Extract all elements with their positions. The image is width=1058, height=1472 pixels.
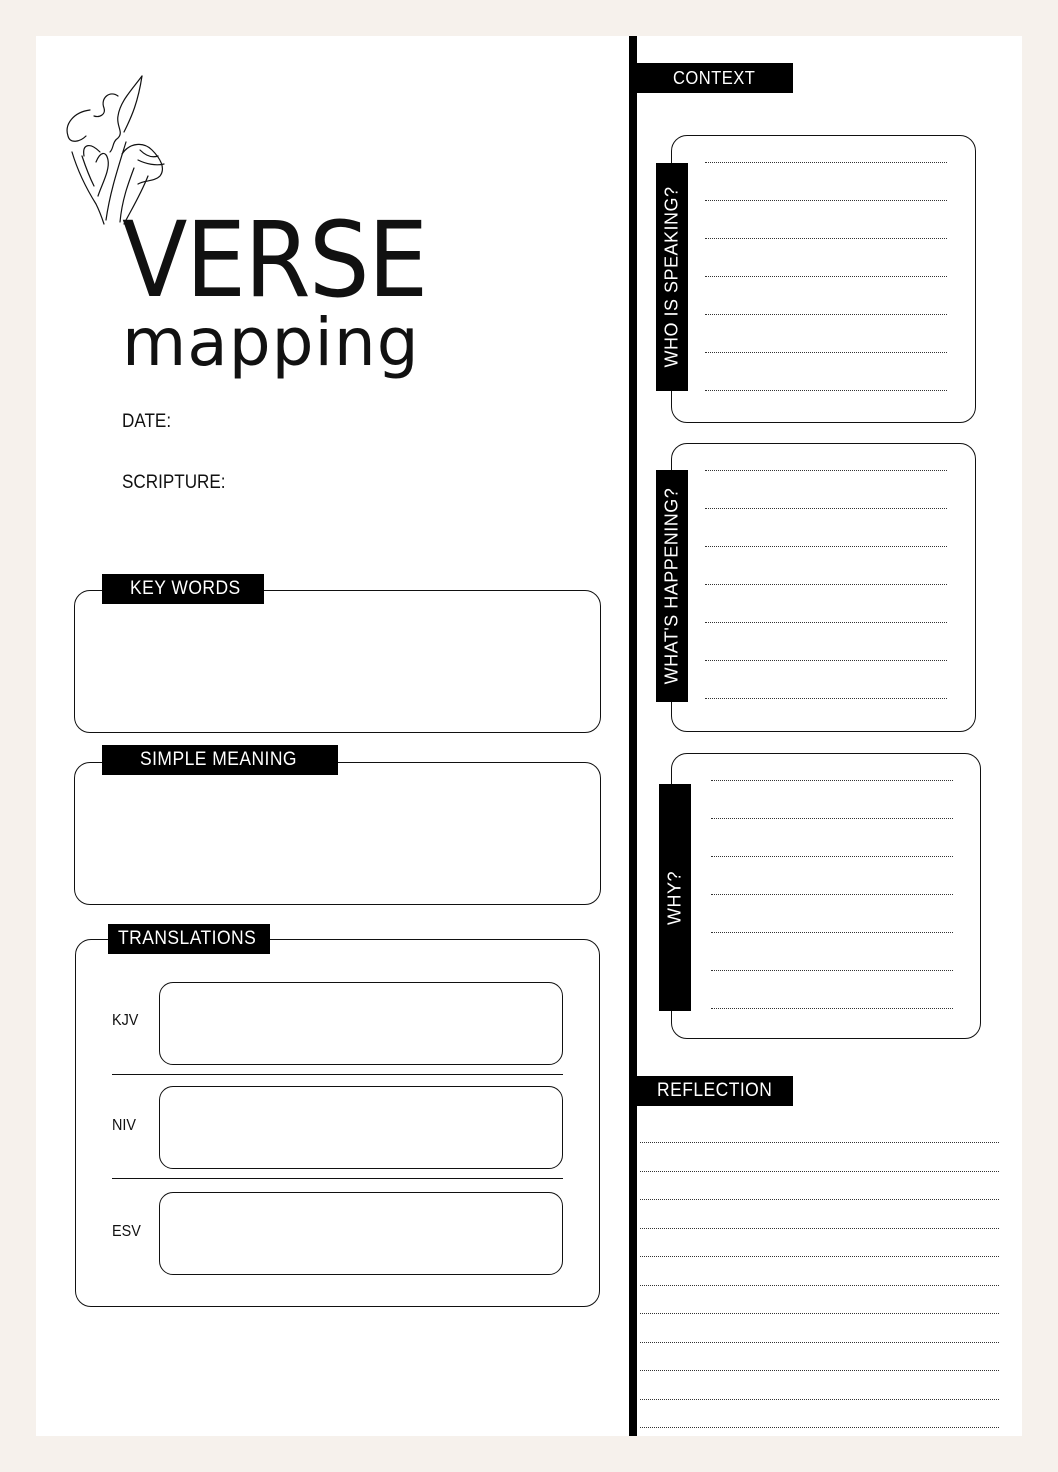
whats-happening-label: WHAT'S HAPPENING?	[661, 487, 682, 685]
writing-line[interactable]	[711, 970, 953, 971]
writing-line[interactable]	[705, 200, 947, 201]
key-words-label: KEY WORDS	[130, 578, 241, 599]
why-label: WHY?	[664, 870, 685, 925]
writing-line[interactable]	[640, 1228, 999, 1229]
who-is-speaking-label: WHO IS SPEAKING?	[661, 186, 682, 368]
writing-line[interactable]	[640, 1342, 999, 1343]
writing-line[interactable]	[705, 238, 947, 239]
writing-line[interactable]	[711, 1008, 953, 1009]
scripture-label: SCRIPTURE:	[122, 472, 226, 493]
writing-line[interactable]	[705, 276, 947, 277]
title-verse: VERSE	[122, 199, 427, 321]
translations-label: TRANSLATIONS	[118, 928, 257, 949]
why-tag	[659, 784, 691, 1011]
who-is-speaking-box[interactable]	[671, 135, 976, 423]
whats-happening-tag	[656, 470, 688, 702]
writing-line[interactable]	[640, 1285, 999, 1286]
key-words-tag	[102, 574, 264, 604]
writing-line[interactable]	[705, 546, 947, 547]
writing-line[interactable]	[640, 1199, 999, 1200]
context-tag	[637, 63, 793, 93]
date-label: DATE:	[122, 411, 172, 432]
simple-meaning-label: SIMPLE MEANING	[140, 749, 298, 770]
writing-line[interactable]	[705, 622, 947, 623]
esv-label: ESV	[112, 1223, 141, 1240]
kjv-input-box[interactable]	[159, 982, 563, 1065]
translations-tag	[108, 924, 270, 954]
writing-line[interactable]	[711, 780, 953, 781]
writing-line[interactable]	[705, 470, 947, 471]
key-words-box[interactable]	[74, 590, 601, 733]
writing-line[interactable]	[705, 162, 947, 163]
why-box[interactable]	[671, 753, 981, 1039]
writing-line[interactable]	[711, 932, 953, 933]
writing-line[interactable]	[711, 818, 953, 819]
writing-line[interactable]	[705, 390, 947, 391]
reflection-label: REFLECTION	[657, 1080, 773, 1101]
kjv-label: KJV	[112, 1012, 139, 1029]
writing-line[interactable]	[705, 584, 947, 585]
title-mapping: mapping	[122, 304, 420, 381]
esv-input-box[interactable]	[159, 1192, 563, 1275]
reflection-tag	[637, 1076, 793, 1106]
writing-line[interactable]	[640, 1256, 999, 1257]
who-is-speaking-tag	[656, 163, 688, 391]
simple-meaning-tag	[102, 745, 338, 775]
writing-line[interactable]	[705, 698, 947, 699]
writing-line[interactable]	[640, 1370, 999, 1371]
writing-line[interactable]	[705, 314, 947, 315]
writing-line[interactable]	[705, 660, 947, 661]
writing-line[interactable]	[640, 1142, 999, 1143]
whats-happening-box[interactable]	[671, 443, 976, 732]
writing-line[interactable]	[640, 1313, 999, 1314]
niv-label: NIV	[112, 1117, 137, 1134]
translation-divider	[112, 1178, 563, 1179]
niv-input-box[interactable]	[159, 1086, 563, 1169]
writing-line[interactable]	[705, 352, 947, 353]
context-label: CONTEXT	[673, 68, 756, 88]
writing-line[interactable]	[640, 1171, 999, 1172]
column-divider	[629, 36, 637, 1436]
writing-line[interactable]	[640, 1399, 999, 1400]
simple-meaning-box[interactable]	[74, 762, 601, 905]
writing-line[interactable]	[711, 856, 953, 857]
writing-line[interactable]	[711, 894, 953, 895]
writing-line[interactable]	[640, 1427, 999, 1428]
writing-line[interactable]	[705, 508, 947, 509]
translation-divider	[112, 1074, 563, 1075]
